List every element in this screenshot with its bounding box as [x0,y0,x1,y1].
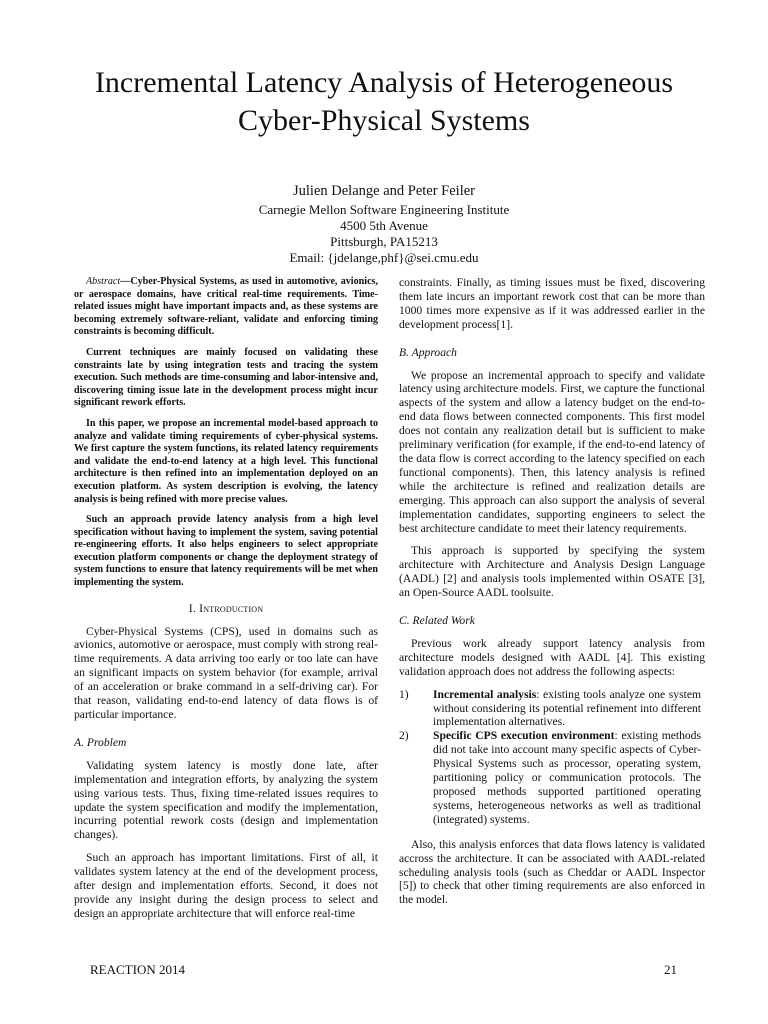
subsection-heading-approach: B. Approach [399,345,457,359]
abstract-paragraph-3: In this paper, we propose an incremental model-based approach to analyze and validate timing requirements of cyber-physical systems. We first capture the system functions, its related latency requirements and validate the end-to-end latency at a high level. This functional architecture is then refined into an implementation deployed on an execution platform. As system description is evolving, the latency analysis is being refined with more precise values. [74,417,378,505]
subsection-heading-related-work: C. Related Work [399,614,475,628]
intro-paragraph-1: Cyber-Physical Systems (CPS), used in domains such as avionics, automotive or aerospace, must comply with strong real-time requirements. A data arriving too early or too late can have an significant impacts on system behavior (for example, arrival of an acceleration or brake command in a self-driving car). For that reason, validating end-to-end latency of data flows is of particular importance. [74,624,378,721]
abstract-label: Abstract [86,276,121,287]
list-item: 2) Specific CPS execution environment: existing methods did not take into account many specific aspects of Cyber-Physical Systems such as processor, operating system, partitioning policy or communication protocols. The proposed methods supported partitioned operating systems, heterogeneous networks as well as traditional (integrated) systems. [399,729,701,826]
abstract-paragraph-1: Abstract—Cyber-Physical Systems, as used in automotive, avionics, or aerospace domains, have critical real-time requirements. Time-related issues might have important impacts and, as these systems are becoming extremely software-reliant, validate and enforcing timing constraints is becoming difficult. [74,276,378,338]
problem-paragraph-1: Validating system latency is mostly done late, after implementation and integration efforts, by analyzing the system using various tests. Thus, fixing time-related issues requires to update the system specification and modify the implementation, incurring potential rework costs (design and implementation changes). [74,758,378,842]
related-paragraph-1: Previous work already support latency analysis from architecture models designed with AADL [4]. This existing validation approach does not address the following aspects: [399,636,705,678]
abstract-paragraph-2: Current techniques are mainly focused on validating these constraints late by using integration tests and tracing the system execution. Such methods are time-consuming and labor-intensive and, discovering timing issue late in the development process might incur significant rework efforts. [74,346,378,409]
author-names: Julien Delange and Peter Feiler [293,183,475,199]
list-item: 1) Incremental analysis: existing tools analyze one system without considering its potential refinement into different implementation alternatives. [399,687,701,729]
abstract [74,276,378,590]
approach-paragraph-2: This approach is supported by specifying the system architecture with Architecture and Analysis Design Language (AADL) [2] and analysis tools implemented within OSATE [3], an Open-Source AADL toolsuite. [399,544,705,600]
left-column [74,276,378,930]
footer-venue: REACTION 2014 [90,962,185,977]
intro-section [74,602,378,921]
title-line-2: Cyber-Physical Systems [238,104,530,137]
author-email: Email: {jdelange,phf}@sei.cmu.edu [289,250,479,265]
author-block [100,181,668,266]
problem-paragraph-2-continued: constraints. Finally, as timing issues must be fixed, discovering them late incurs an important rework cost that can be more than 1000 times more expensive as if it was addressed earlier in the development process[1]. [399,276,705,331]
related-work-list [399,688,705,827]
abstract-paragraph-4: Such an approach provide latency analysis from a high level specification without having to implement the system, saving potential re-engineering efforts. It also helps engineers to select appropriate execution platform components or change the deployment strategy of system functions to ensure that latency requirements will be met when implementing the system. [74,514,378,589]
right-column [399,276,705,916]
author-street: 4500 5th Avenue [340,218,428,233]
subsection-heading-problem: A. Problem [74,735,127,749]
problem-paragraph-2: Such an approach has important limitations. First of all, it validates system latency at the end of the development process, after design and implementation efforts. Second, it does not provide any insight during the design process to select and design an appropriate architecture that will enforce real-time [74,851,378,920]
author-city: Pittsburgh, PA15213 [330,234,438,249]
paper-title [40,64,728,140]
title-line-1: Incremental Latency Analysis of Heterogeneous [94,66,674,99]
author-affiliation: Carnegie Mellon Software Engineering Institute [258,202,510,217]
footer-page-number: 21 [664,962,677,977]
related-paragraph-2: Also, this analysis enforces that data flows latency is validated accross the architecture. It can be associated with AADL-related scheduling analysis tools (such as Cheddar or AADL Inspector [5]) to check that other timing requirements are also enforced in the model. [399,837,705,907]
section-heading-introduction: I. Introduction [188,600,264,615]
approach-paragraph-1: We propose an incremental approach to specify and validate latency using architecture models. First, we capture the functional aspects of the system and allow a latency budget on the end-to-end data flows between connected components. This first model does not contain any realization detail but is sufficient to make preliminary verification (for example, if the end-to-end latency of the data flow is correct according to the latency specified on each functional components). Then, this latency analysis is refined while the architecture is refined and realization details are emerging. This approach can also support the analysis of several implementation candidates, supporting engineers to select the best architecture candidate to meet their latency requirements. [399,368,705,535]
